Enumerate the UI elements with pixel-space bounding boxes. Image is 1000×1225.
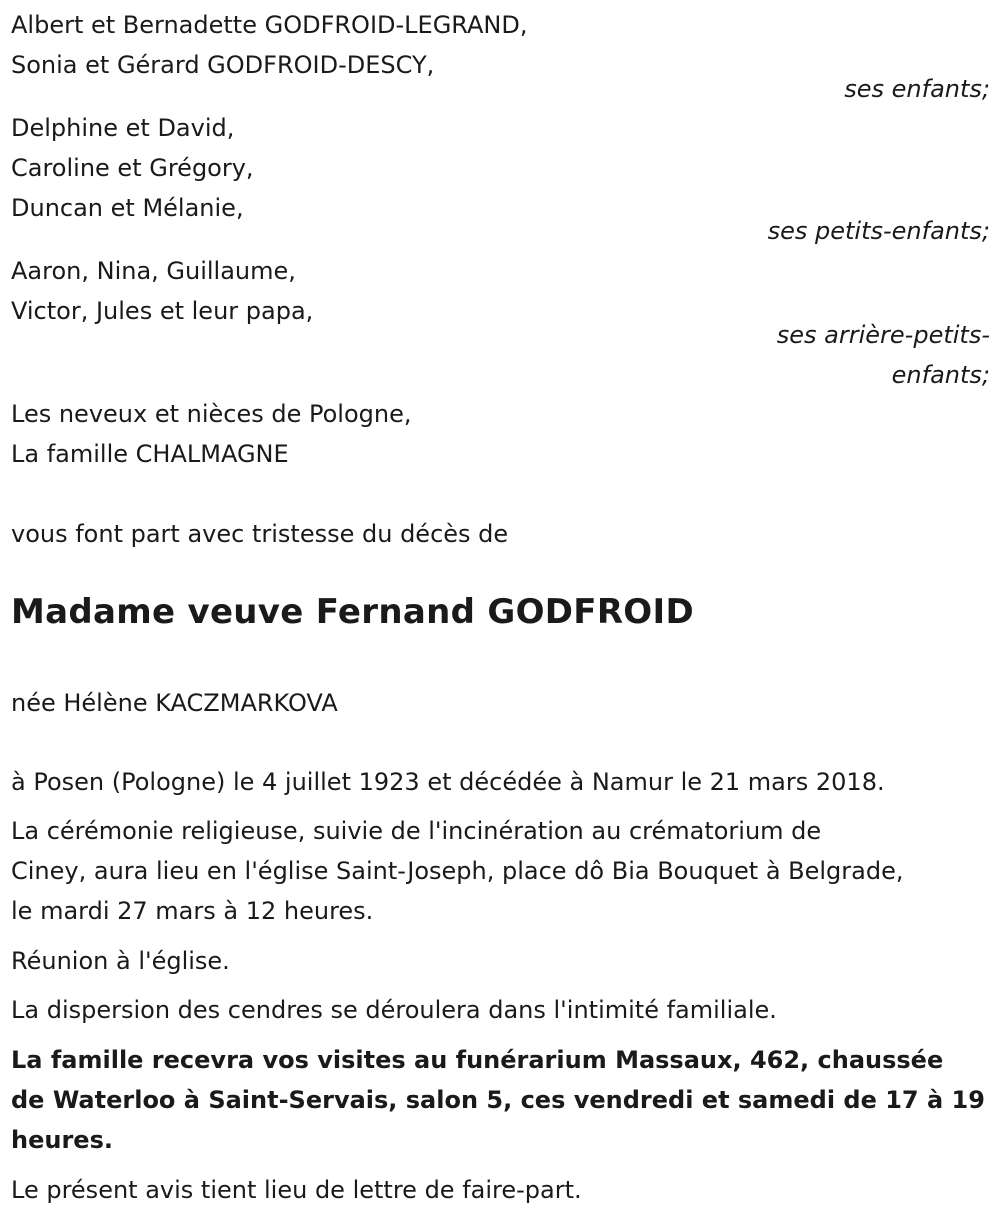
great-grandchildren-role: enfants; <box>891 361 990 389</box>
notice-text: Le présent avis tient lieu de lettre de faire-part. <box>11 1176 582 1204</box>
relatives-line: La famille CHALMAGNE <box>11 440 289 468</box>
ceremony-line: La cérémonie religieuse, suivie de l'incinération au crématorium de <box>11 817 822 845</box>
children-line: Albert et Bernadette GODFROID-LEGRAND, <box>11 11 528 39</box>
visits-line: de Waterloo à Saint-Servais, salon 5, ces vendredi et samedi de 17 à 19 <box>11 1086 985 1114</box>
deceased-name: Madame veuve Fernand GODFROID <box>11 592 694 632</box>
grandchildren-line: Duncan et Mélanie, <box>11 194 244 222</box>
great-grandchildren-role: ses arrière-petits- <box>776 321 990 349</box>
great-grandchildren-line: Victor, Jules et leur papa, <box>11 297 314 325</box>
meeting-text: Réunion à l'église. <box>11 947 230 975</box>
visits-line: La famille recevra vos visites au funérarium Massaux, 462, chaussée <box>11 1046 944 1074</box>
ashes-text: La dispersion des cendres se déroulera dans l'intimité familiale. <box>11 996 777 1024</box>
grandchildren-line: Caroline et Grégory, <box>11 154 254 182</box>
visits-line: heures. <box>11 1126 113 1154</box>
birth-death-text: à Posen (Pologne) le 4 juillet 1923 et décédée à Namur le 21 mars 2018. <box>11 768 885 796</box>
ceremony-line: le mardi 27 mars à 12 heures. <box>11 897 374 925</box>
announcement-text: vous font part avec tristesse du décès de <box>11 520 509 548</box>
great-grandchildren-line: Aaron, Nina, Guillaume, <box>11 257 296 285</box>
children-line: Sonia et Gérard GODFROID-DESCY, <box>11 51 435 79</box>
ceremony-line: Ciney, aura lieu en l'église Saint-Joseph, place dô Bia Bouquet à Belgrade, <box>11 857 904 885</box>
grandchildren-role: ses petits-enfants; <box>767 217 990 245</box>
children-role: ses enfants; <box>844 75 990 103</box>
relatives-line: Les neveux et nièces de Pologne, <box>11 400 412 428</box>
maiden-name: née Hélène KACZMARKOVA <box>11 689 338 717</box>
grandchildren-line: Delphine et David, <box>11 114 235 142</box>
